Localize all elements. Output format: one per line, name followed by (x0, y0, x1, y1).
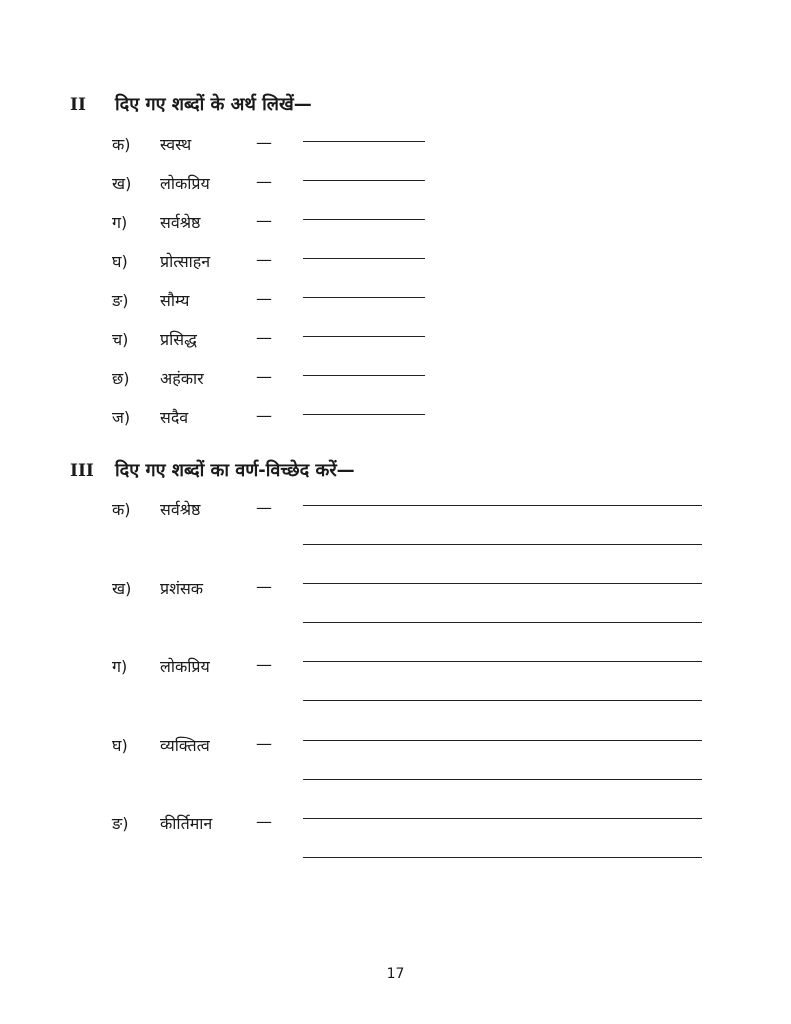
item-word: प्रोत्साहन (160, 252, 211, 271)
answer-line[interactable] (303, 141, 425, 142)
section-2-item (0, 250, 791, 280)
item-word: सदैव (160, 408, 189, 427)
answer-line-1[interactable] (303, 818, 702, 819)
page-number: 17 (386, 966, 405, 982)
item-dash: — (256, 734, 272, 753)
section-3-item (0, 734, 791, 794)
item-dash: — (256, 406, 272, 425)
item-letter: ग) (112, 657, 128, 676)
item-letter: ङ) (112, 814, 129, 833)
section-3-title: दिए गए शब्दों का वर्ण-विच्छेद करें— (115, 460, 355, 481)
answer-line[interactable] (303, 219, 425, 220)
item-word: प्रशंसक (160, 579, 204, 598)
item-letter: घ) (112, 252, 128, 271)
item-letter: ख) (112, 579, 132, 598)
section-3-item (0, 498, 791, 558)
item-word: कीर्तिमान (160, 814, 213, 833)
item-letter: ग) (112, 213, 128, 232)
section-2-item (0, 211, 791, 241)
section-2-title: दिए गए शब्दों के अर्थ लिखें— (115, 94, 312, 115)
item-letter: घ) (112, 736, 128, 755)
item-letter: ङ) (112, 291, 129, 310)
answer-line[interactable] (303, 258, 425, 259)
answer-line[interactable] (303, 180, 425, 181)
item-letter: क) (112, 500, 131, 519)
section-3-number: III (70, 461, 94, 481)
answer-line-1[interactable] (303, 661, 702, 662)
section-3-item (0, 812, 791, 872)
section-2-item (0, 406, 791, 436)
answer-line-2[interactable] (303, 857, 702, 858)
item-word: व्यक्तित्व (160, 736, 210, 755)
item-dash: — (256, 289, 272, 308)
item-word: सौम्य (160, 291, 190, 310)
section-3-item (0, 655, 791, 715)
item-word: सर्वश्रेष्ठ (160, 500, 201, 519)
answer-line-2[interactable] (303, 779, 702, 780)
section-2-item (0, 289, 791, 319)
answer-line-2[interactable] (303, 700, 702, 701)
item-dash: — (256, 655, 272, 674)
item-letter: छ) (112, 369, 130, 388)
answer-line-1[interactable] (303, 583, 702, 584)
answer-line[interactable] (303, 297, 425, 298)
item-dash: — (256, 133, 272, 152)
section-2-item (0, 328, 791, 358)
answer-line-1[interactable] (303, 505, 702, 506)
section-3-item (0, 577, 791, 637)
section-2-item (0, 133, 791, 163)
item-word: सर्वश्रेष्ठ (160, 213, 201, 232)
item-word: प्रसिद्ध (160, 330, 197, 349)
section-2-number: II (70, 95, 86, 115)
item-dash: — (256, 328, 272, 347)
answer-line-2[interactable] (303, 544, 702, 545)
item-dash: — (256, 250, 272, 269)
answer-line[interactable] (303, 336, 425, 337)
answer-line-1[interactable] (303, 740, 702, 741)
item-word: लोकप्रिय (160, 174, 210, 193)
item-dash: — (256, 172, 272, 191)
item-dash: — (256, 498, 272, 517)
answer-line[interactable] (303, 375, 425, 376)
item-dash: — (256, 812, 272, 831)
item-word: अहंकार (160, 369, 204, 388)
item-word: लोकप्रिय (160, 657, 210, 676)
answer-line[interactable] (303, 414, 425, 415)
item-dash: — (256, 367, 272, 386)
item-letter: ख) (112, 174, 132, 193)
item-word: स्वस्थ (160, 135, 192, 154)
answer-line-2[interactable] (303, 622, 702, 623)
item-dash: — (256, 577, 272, 596)
section-2-item (0, 367, 791, 397)
item-letter: ज) (112, 408, 131, 427)
item-letter: क) (112, 135, 131, 154)
item-letter: च) (112, 330, 129, 349)
item-dash: — (256, 211, 272, 230)
section-2-item (0, 172, 791, 202)
